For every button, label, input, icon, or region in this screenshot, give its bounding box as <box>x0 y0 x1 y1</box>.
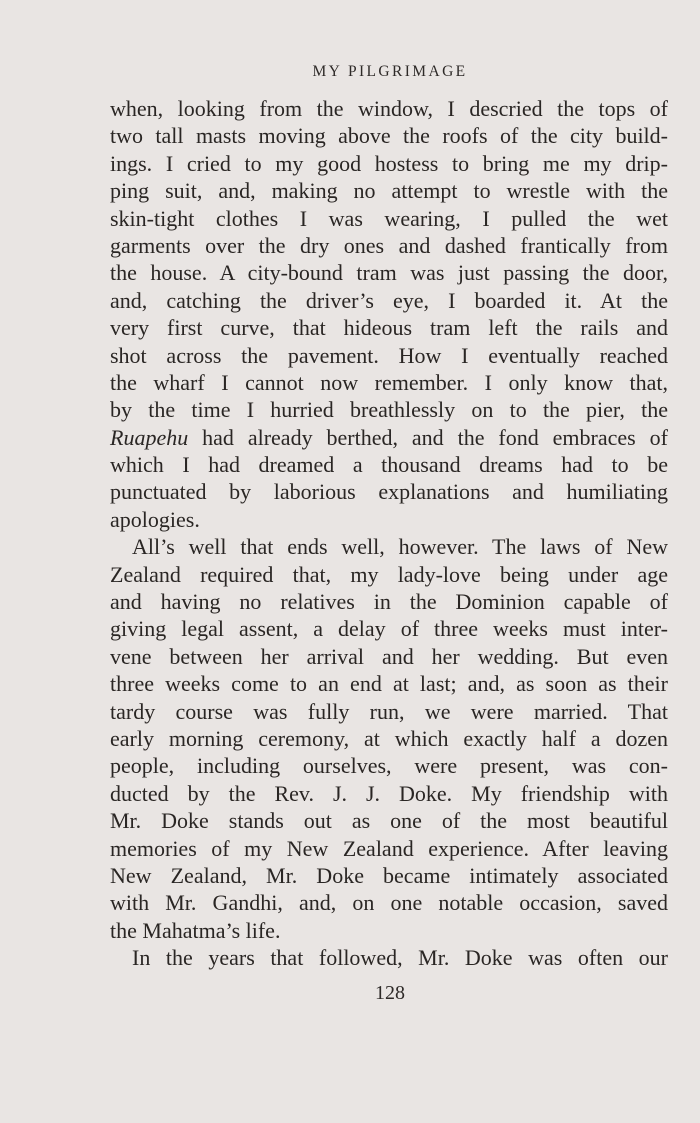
text-line: with Mr. Gandhi, and, on one notable occasion, saved <box>110 890 668 916</box>
text-line: shot across the pavement. How I eventually reached <box>110 342 668 368</box>
text-line: ducted by the Rev. J. J. Doke. My friendship with <box>110 780 668 806</box>
text-line: which I had dreamed a thousand dreams had to be <box>110 452 668 478</box>
text-line: Zealand required that, my lady-love being under age <box>110 561 668 587</box>
text-line-rest: had already berthed, and the fond embraces of <box>188 424 668 450</box>
running-head: MY PILGRIMAGE <box>312 63 468 80</box>
text-line <box>110 424 668 451</box>
text-line: Mr. Doke stands out as one of the most beautiful <box>110 808 668 834</box>
text-line: memories of my New Zealand experience. After leaving <box>110 835 668 861</box>
text-line: by the time I hurried breathlessly on to the pier, the <box>110 397 668 423</box>
text-line: three weeks come to an end at last; and, as soon as their <box>110 671 668 697</box>
text-line: punctuated by laborious explanations and humiliating <box>110 479 668 505</box>
body-text <box>110 95 668 972</box>
text-line: ping suit, and, making no attempt to wrestle with the <box>110 178 668 204</box>
text-line: ings. I cried to my good hostess to bring me my drip- <box>110 150 668 176</box>
page-number: 128 <box>375 982 405 1004</box>
text-line: In the years that followed, Mr. Doke was often our <box>132 945 668 971</box>
text-line: very first curve, that hideous tram left the rails and <box>110 315 668 341</box>
text-line: the house. A city-bound tram was just passing the door, <box>110 260 668 286</box>
text-line: when, looking from the window, I descried the tops of <box>110 96 668 121</box>
text-line: the Mahatma’s life. <box>110 917 281 943</box>
text-line: early morning ceremony, at which exactly half a dozen <box>110 725 668 751</box>
text-line: giving legal assent, a delay of three weeks must inter- <box>110 616 668 642</box>
ship-name: Ruapehu <box>110 424 189 450</box>
text-line: two tall masts moving above the roofs of the city build- <box>110 123 668 149</box>
text-line: New Zealand, Mr. Doke became intimately associated <box>110 862 668 888</box>
text-line: and having no relatives in the Dominion capable of <box>110 589 668 615</box>
text-line: skin-tight clothes I was wearing, I pulled the wet <box>110 205 668 231</box>
text-line: garments over the dry ones and dashed frantically from <box>110 232 668 258</box>
text-line: All’s well that ends well, however. The laws of New <box>132 534 668 560</box>
text-line: vene between her arrival and her wedding. But even <box>110 643 668 669</box>
text-line: tardy course was fully run, we were married. That <box>110 698 668 724</box>
text-line: apologies. <box>110 506 200 532</box>
text-line: the wharf I cannot now remember. I only know that, <box>110 369 668 395</box>
text-line: people, including ourselves, were present, was con- <box>110 753 668 779</box>
text-line: and, catching the driver’s eye, I boarded it. At the <box>110 287 668 313</box>
